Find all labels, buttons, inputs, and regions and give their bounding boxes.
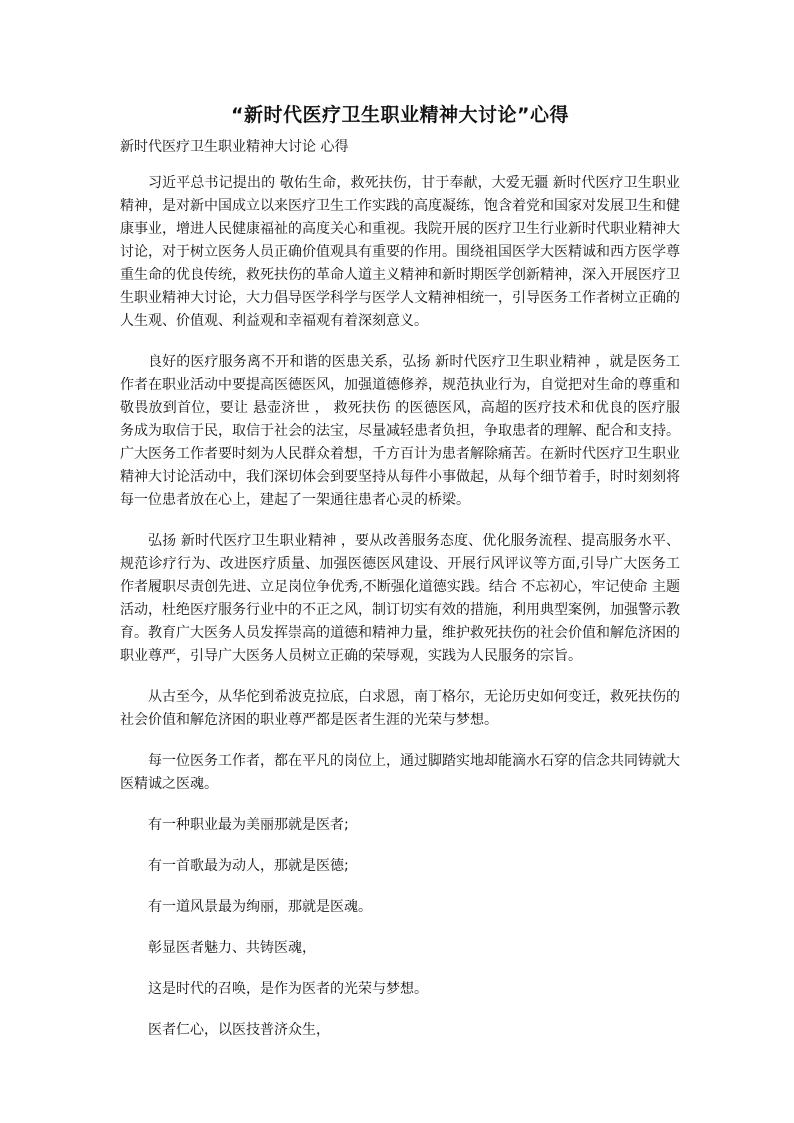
- paragraph-3: 弘扬 新时代医疗卫生职业精神 ，要从改善服务态度、优化服务流程、提高服务水平、规范诊疗行为、改进医疗质量、加强医德医风建设、开展行风评议等方面,引导广大医务工作者履职尽责创先进、立足岗位争优秀,不断强化道德实践。结合 不忘初心，牢记使命 主题活动，杜绝医疗服务行业中的不正之风，制订切实有效的措施，利用典型案例，加强警示教育。教育广大医务人员发挥崇高的道德和精神力量，维护救死扶伤的社会价值和解危济困的职业尊严，引导广大医务人员树立正确的荣辱观，实践为人民服务的宗旨。: [120, 533, 680, 664]
- document-title: “新时代医疗卫生职业精神大讨论”心得: [231, 104, 569, 126]
- verse-line-5: 这是时代的召唤，是作为医者的光荣与梦想。: [148, 981, 428, 997]
- paragraph-1: 习近平总书记提出的 敬佑生命，救死扶伤，甘于奉献，大爱无疆 新时代医疗卫生职业精神，是对新中国成立以来医疗卫生工作实践的高度凝练，饱含着党和国家对发展卫生和健康事业，增进人民健康福祉的高度关心和重视。我院开展的医疗卫生行业新时代职业精神大讨论，对于树立医务人员正确价值观具有重要的作用。围绕祖国医学大医精诚和西方医学尊重生命的优良传统，救死扶伤的革命人道主义精神和新时期医学创新精神，深入开展医疗卫生职业精神大讨论，大力倡导医学科学与医学人文精神相统一，引导医务工作者树立正确的人生观、价值观、利益观和幸福观有着深刻意义。: [120, 175, 680, 329]
- verse-line-6: 医者仁心，以医技普济众生，: [148, 1022, 330, 1038]
- verse-line-4: 彰显医者魅力、共铸医魂，: [148, 940, 316, 956]
- document-page: [120, 100, 680, 1060]
- verse-line-3: 有一道风景最为绚丽，那就是医魂。: [148, 899, 372, 915]
- verse-line-2: 有一首歌最为动人，那就是医德;: [148, 858, 349, 874]
- document-subtitle: 新时代医疗卫生职业精神大讨论 心得: [120, 139, 349, 155]
- paragraph-4: 从古至今，从华佗到希波克拉底，白求恩，南丁格尔，无论历史如何变迁，救死扶伤的社会价值和解危济困的职业尊严都是医者生涯的光荣与梦想。: [120, 689, 680, 728]
- verse-line-1: 有一种职业最为美丽那就是医者;: [148, 817, 349, 833]
- paragraph-5: 每一位医务工作者，都在平凡的岗位上，通过脚踏实地却能滴水石穿的信念共同铸就大医精诚之医魂。: [120, 753, 680, 792]
- paragraph-2: 良好的医疗服务离不开和谐的医患关系，弘扬 新时代医疗卫生职业精神 ，就是医务工作者在职业活动中要提高医德医风，加强道德修养，规范执业行为，自觉把对生命的尊重和敬畏放到首位，要让 悬壶济世 ， 救死扶伤 的医德医风，高超的医疗技术和优良的医疗服务成为取信于民，取信于社会的法宝，尽量减轻患者负担，争取患者的理解、配合和支持。广大医务工作者要时刻为人民群众着想，千方百计为患者解除痛苦。在新时代医疗卫生职业精神大讨论活动中，我们深切体会到要坚持从每件小事做起，从每个细节着手，时时刻刻将每一位患者放在心上，建起了一架通往患者心灵的桥梁。: [120, 354, 680, 508]
